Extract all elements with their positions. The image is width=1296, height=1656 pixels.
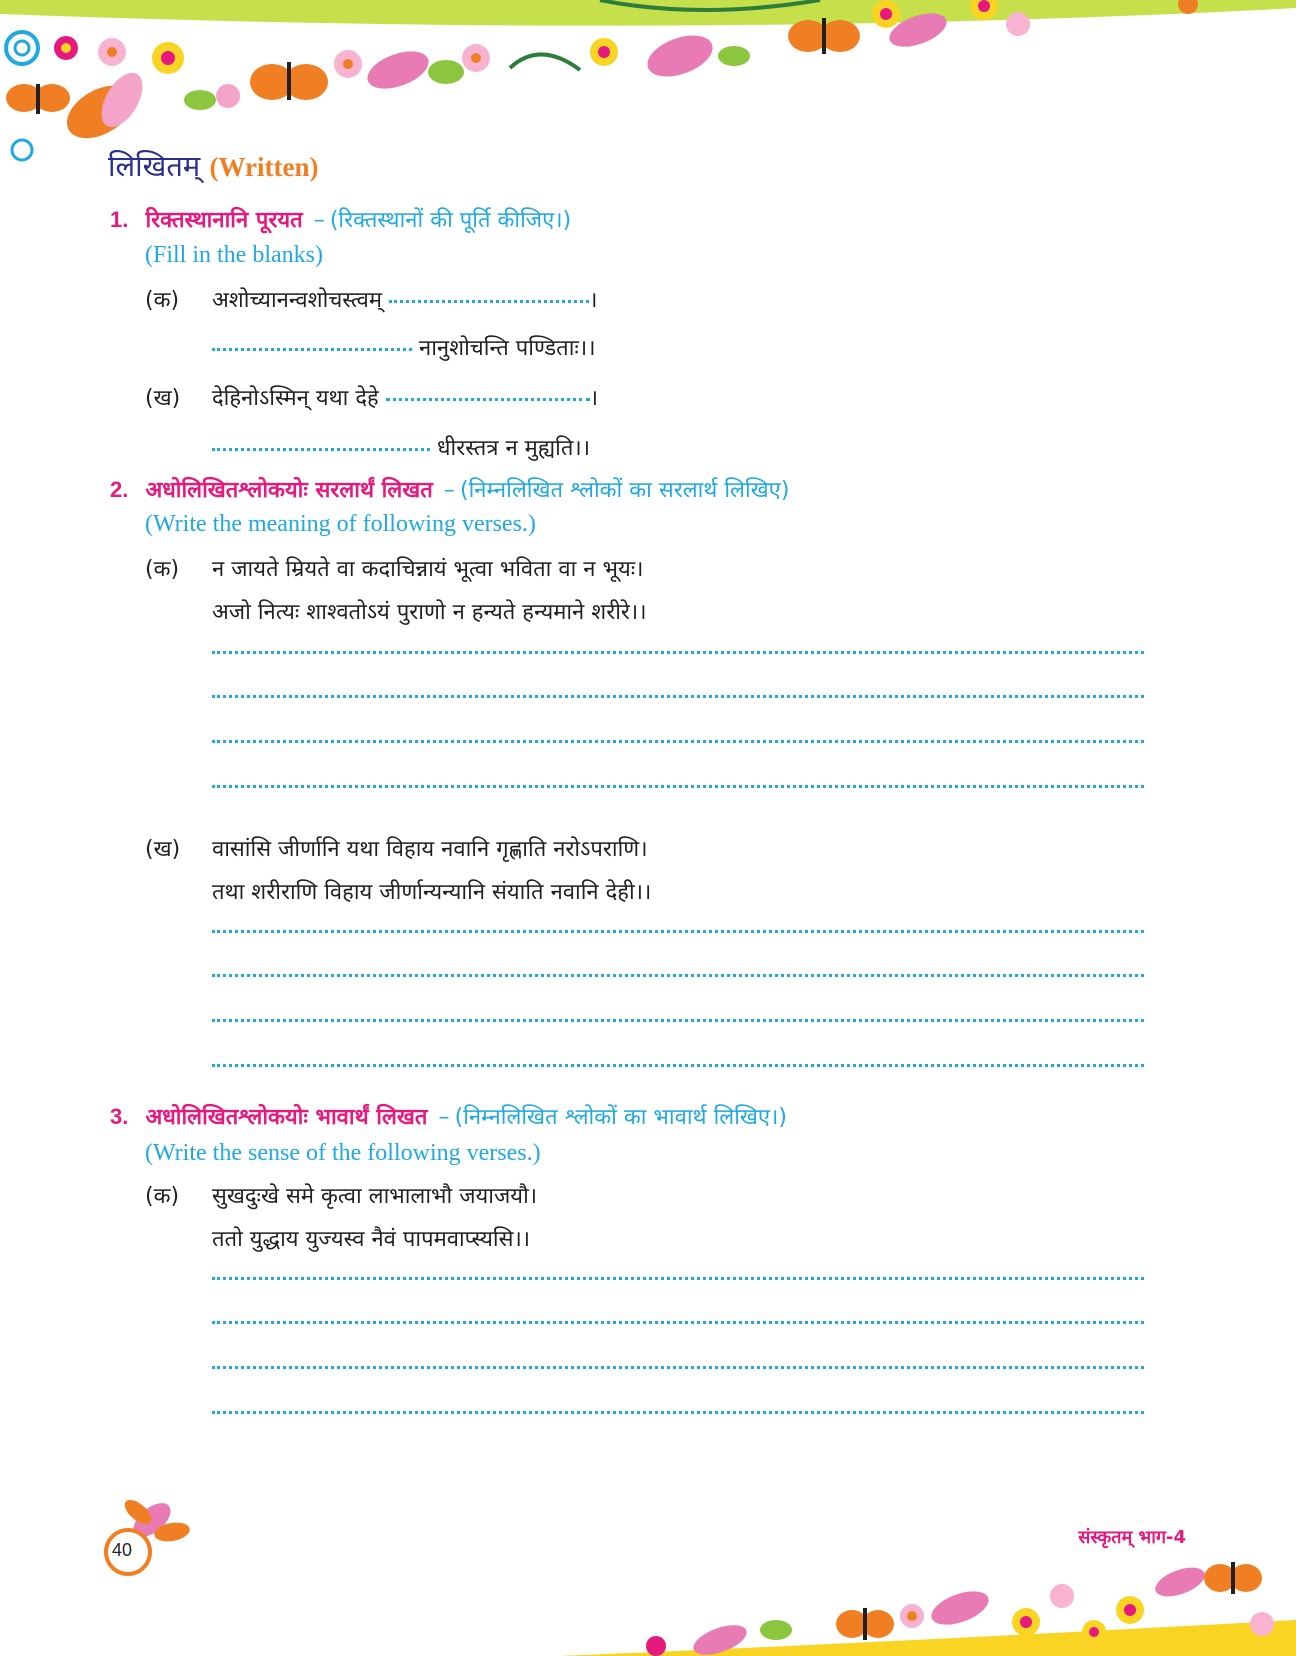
butterfly-icon (788, 18, 860, 54)
petal-icon (362, 44, 433, 96)
flower-icon (462, 44, 490, 72)
flower-icon (216, 84, 240, 108)
question-number: 1. (110, 207, 129, 232)
flower-icon (1250, 1612, 1274, 1636)
answer-line[interactable] (212, 1366, 1144, 1369)
flower-icon (334, 50, 362, 78)
verse-line: तथा शरीराणि विहाय जीर्णान्यन्यानि संयाति नवानि देही।। (212, 880, 652, 905)
verse-line: वासांसि जीर्णानि यथा विहाय नवानि गृह्णाति नरोऽपराणि। (212, 837, 648, 862)
part-label: (क) (145, 288, 180, 313)
bottom-floral-border (0, 1550, 1296, 1656)
question-number: 3. (110, 1104, 129, 1129)
question-english-instruction: (Write the meaning of following verses.) (145, 511, 536, 537)
question-2-header (110, 474, 789, 504)
question-hindi-instruction: (निम्नलिखित श्लोकों का भावार्थ लिखिए।) (454, 1105, 787, 1130)
blank-field[interactable] (386, 398, 590, 401)
flower-icon (590, 38, 618, 66)
verse-line (212, 382, 598, 412)
verse-line: ततो युद्धाय युज्यस्व नैवं पापमवाप्स्यसि।। (212, 1227, 531, 1252)
top-floral-border (0, 0, 1296, 170)
question-english-instruction: (Write the sense of the following verses.) (145, 1140, 541, 1166)
heading-hindi: लिखितम् (108, 149, 201, 183)
flower-icon (1006, 12, 1030, 36)
verse-end: । (589, 386, 599, 411)
question-dash: – (443, 478, 455, 503)
answer-line[interactable] (212, 974, 1144, 977)
answer-line[interactable] (212, 1277, 1144, 1280)
book-title: संस्कृतम् भाग-4 (1078, 1527, 1186, 1548)
question-1-header (110, 204, 571, 234)
verse-line: अजो नित्यः शाश्वतोऽयं पुराणो न हन्यते हन्यमाने शरीरे।। (212, 600, 647, 625)
petal-icon (927, 1585, 993, 1632)
question-title: अधोलिखितश्लोकयोः भावार्थं लिखत (145, 1105, 428, 1130)
petal-icon (642, 27, 718, 84)
answer-line[interactable] (212, 1411, 1144, 1414)
question-dash: – (313, 208, 325, 233)
answer-line[interactable] (212, 785, 1144, 788)
swirl-icon (12, 140, 32, 160)
flower-icon (54, 36, 78, 60)
verse-text: देहिनोऽस्मिन् यथा देहे (212, 386, 379, 411)
butterfly-icon (6, 84, 70, 114)
verse-line (212, 332, 596, 362)
answer-line[interactable] (212, 651, 1144, 654)
answer-line[interactable] (212, 930, 1144, 933)
verse-line (212, 432, 590, 462)
flower-icon (1116, 1596, 1144, 1624)
flower-icon (646, 1636, 666, 1656)
verse-line: सुखदुःखे समे कृत्वा लाभालाभौ जयाजयौ। (212, 1184, 538, 1209)
page-heading (108, 146, 318, 185)
leaf-icon (718, 46, 750, 66)
verse-text: धीरस्तत्र न मुह्यति।। (437, 436, 591, 461)
question-title: अधोलिखितश्लोकयोः सरलार्थं लिखत (145, 478, 433, 503)
flower-icon (900, 1604, 924, 1628)
blank-field[interactable] (212, 448, 430, 451)
swirl-icon (6, 32, 38, 64)
verse-line: न जायते म्रियते वा कदाचिन्नायं भूत्वा भविता वा न भूयः। (212, 557, 644, 582)
question-english-instruction: (Fill in the blanks) (145, 242, 323, 268)
butterfly-icon (1204, 1562, 1262, 1594)
flower-icon (152, 42, 184, 74)
flower-icon (872, 0, 900, 28)
answer-line[interactable] (212, 695, 1144, 698)
flower-icon (1050, 1584, 1074, 1608)
answer-line[interactable] (212, 1019, 1144, 1022)
heading-english: (Written) (209, 152, 319, 182)
flower-icon (1082, 1620, 1106, 1644)
verse-end: । (589, 288, 598, 313)
petal-icon (58, 66, 151, 149)
verse-line (212, 284, 597, 314)
question-dash: – (438, 1105, 450, 1130)
leaf-icon (760, 1620, 792, 1640)
question-hindi-instruction: (निम्नलिखित श्लोकों का सरलार्थ लिखिए) (460, 478, 790, 503)
verse-text: अशोच्यानन्वशोचस्त्वम् (212, 288, 383, 313)
part-label: (ख) (145, 837, 181, 862)
leaf-icon (184, 90, 216, 110)
question-number: 2. (110, 477, 129, 502)
butterfly-icon (250, 62, 328, 100)
leaf-icon (428, 60, 464, 84)
verse-text: नानुशोचन्ति पण्डिताः।। (419, 336, 596, 361)
question-3-header (110, 1101, 787, 1131)
page-number: 40 (112, 1540, 133, 1560)
answer-line[interactable] (212, 740, 1144, 743)
flower-icon (98, 38, 126, 66)
part-label: (क) (145, 557, 180, 582)
blank-field[interactable] (389, 300, 589, 303)
butterfly-icon (836, 1608, 894, 1640)
part-label: (क) (145, 1184, 180, 1209)
flower-icon (1012, 1608, 1040, 1636)
part-label: (ख) (145, 386, 181, 411)
petal-icon (1151, 1562, 1208, 1602)
answer-line[interactable] (212, 1321, 1144, 1324)
answer-line[interactable] (212, 1064, 1144, 1067)
question-title: रिक्तस्थानानि पूरयत (145, 208, 303, 233)
question-hindi-instruction: (रिक्तस्थानों की पूर्ति कीजिए।) (329, 208, 572, 233)
blank-field[interactable] (212, 348, 412, 351)
